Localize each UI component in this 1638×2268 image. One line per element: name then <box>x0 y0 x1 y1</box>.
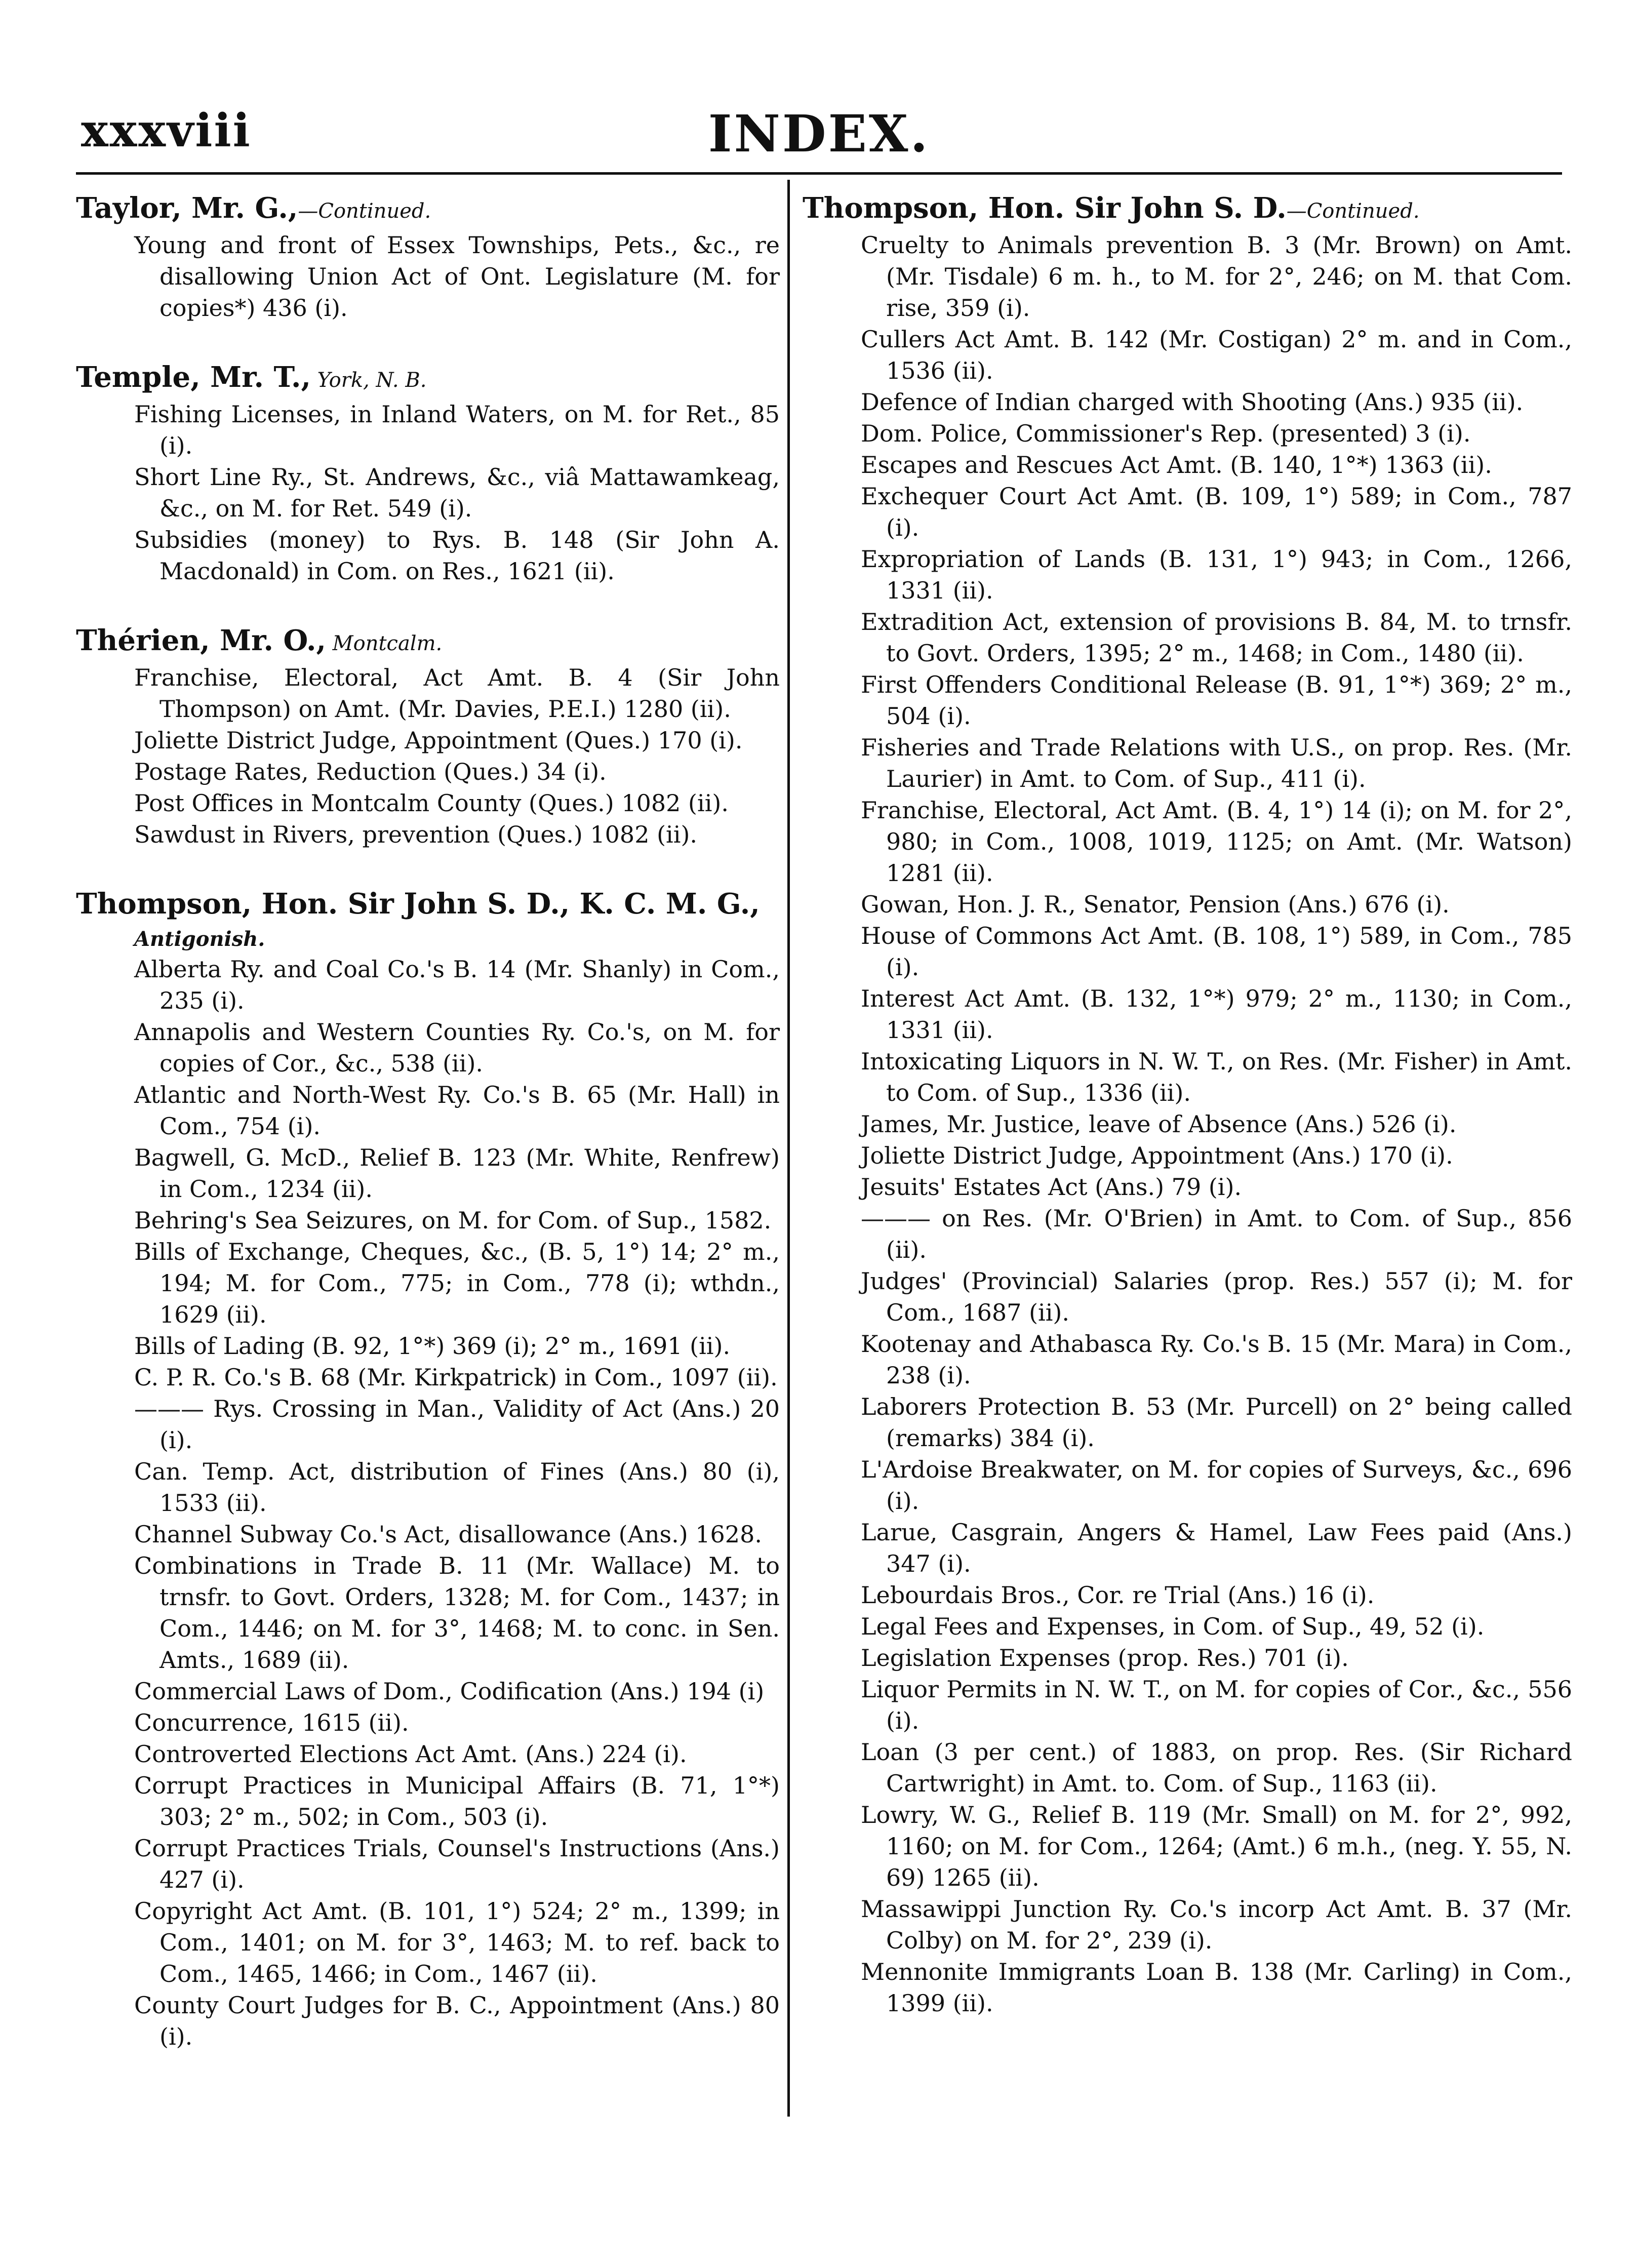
index-entry: Kootenay and Athabasca Ry. Co.'s B. 15 (Mr. Mara) in Com., 238 (i). <box>861 1330 1572 1389</box>
index-entry: First Offenders Conditional Release (B. 91, 1°*) 369; 2° m., 504 (i). <box>861 671 1572 730</box>
index-entry: Combinations in Trade B. 11 (Mr. Wallace) M. to trnsfr. to Govt. Orders, 1328; M. for Com., 1437; in Com., 1446; on M. for 3°, 1468; M. to conc. in Sen. Amts., 1689 (ii). <box>134 1552 780 1674</box>
index-entry: Loan (3 per cent.) of 1883, on prop. Res. (Sir Richard Cartwright) in Amt. to. Com. of Sup., 1163 (ii). <box>861 1738 1572 1797</box>
heading-name: Thompson, Hon. Sir John S. D. <box>803 191 1287 225</box>
index-entry: Defence of Indian charged with Shooting (Ans.) 935 (ii). <box>861 388 1524 416</box>
index-entry: Gowan, Hon. J. R., Senator, Pension (Ans.) 676 (i). <box>861 891 1450 918</box>
index-entry: Escapes and Rescues Act Amt. (B. 140, 1°*) 1363 (ii). <box>861 451 1492 479</box>
index-entry: Can. Temp. Act, distribution of Fines (Ans.) 80 (i), 1533 (ii). <box>134 1458 780 1517</box>
index-entry: Joliette District Judge, Appointment (Ans.) 170 (i). <box>861 1142 1453 1169</box>
index-entry: Lebourdais Bros., Cor. re Trial (Ans.) 16 (i). <box>861 1581 1375 1609</box>
index-entry: Dom. Police, Commissioner's Rep. (presented) 3 (i). <box>861 420 1471 447</box>
index-entry: Copyright Act Amt. (B. 101, 1°) 524; 2° m., 1399; in Com., 1401; on M. for 3°, 1463; M. to ref. back to Com., 1465, 1466; in Com., 1467 (ii). <box>134 1897 780 1987</box>
index-entry: Exchequer Court Act Amt. (B. 109, 1°) 589; in Com., 787 (i). <box>861 483 1572 541</box>
index-entry: Controverted Elections Act Amt. (Ans.) 224 (i). <box>134 1740 687 1768</box>
index-entry: Extradition Act, extension of provisions B. 84, M. to trnsfr. to Govt. Orders, 1395; 2° m., 1468; in Com., 1480 (ii). <box>861 608 1572 667</box>
heading-suffix: —Continued. <box>1286 200 1420 223</box>
index-entry: Channel Subway Co.'s Act, disallowance (Ans.) 1628. <box>134 1521 762 1548</box>
index-entry: Atlantic and North-West Ry. Co.'s B. 65 (Mr. Hall) in Com., 754 (i). <box>134 1081 780 1140</box>
index-entry: Bills of Exchange, Cheques, &c., (B. 5, 1°) 14; 2° m., 194; M. for Com., 775; in Com., 778 (i); wthdn., 1629 (ii). <box>134 1238 780 1328</box>
index-entry: Concurrence, 1615 (ii). <box>134 1709 409 1736</box>
page-number: xxxviii <box>81 104 252 157</box>
section-gap <box>76 587 780 622</box>
left-column <box>76 190 780 2052</box>
heading-name: Thompson, Hon. Sir John S. D., K. C. M. G., <box>76 887 760 921</box>
index-entry: Corrupt Practices in Municipal Affairs (B. 71, 1°*) 303; 2° m., 502; in Com., 503 (i). <box>134 1772 780 1831</box>
index-entry: Fisheries and Trade Relations with U.S., on prop. Res. (Mr. Laurier) in Amt. to Com. of Sup., 411 (i). <box>861 734 1572 792</box>
heading-suffix: York, N. B. <box>310 369 427 392</box>
index-entry: Legal Fees and Expenses, in Com. of Sup., 49, 52 (i). <box>861 1613 1485 1640</box>
column-divider <box>787 180 790 2117</box>
index-entry: Corrupt Practices Trials, Counsel's Instructions (Ans.) 427 (i). <box>134 1835 780 1893</box>
index-entry: Liquor Permits in N. W. T., on M. for copies of Cor., &c., 556 (i). <box>861 1676 1572 1734</box>
index-entry: Laborers Protection B. 53 (Mr. Purcell) on 2° being called (remarks) 384 (i). <box>861 1393 1572 1452</box>
index-entry: Sawdust in Rivers, prevention (Ques.) 1082 (ii). <box>134 821 698 848</box>
index-entry: Postage Rates, Reduction (Ques.) 34 (i). <box>134 758 607 785</box>
index-entry: Bills of Lading (B. 92, 1°*) 369 (i); 2° m., 1691 (ii). <box>134 1332 731 1360</box>
index-entry: Subsidies (money) to Rys. B. 148 (Sir John A. Macdonald) in Com. on Res., 1621 (ii). <box>134 526 780 585</box>
index-entry: James, Mr. Justice, leave of Absence (Ans.) 526 (i). <box>861 1110 1457 1138</box>
index-entry: Bagwell, G. McD., Relief B. 123 (Mr. White, Renfrew) in Com., 1234 (ii). <box>134 1144 780 1203</box>
index-entry: Mennonite Immigrants Loan B. 138 (Mr. Carling) in Com., 1399 (ii). <box>861 1958 1572 2017</box>
heading-name: Thérien, Mr. O., <box>76 624 326 657</box>
index-heading <box>76 359 780 399</box>
index-entry: Commercial Laws of Dom., Codification (Ans.) 194 (i) <box>134 1678 765 1705</box>
index-entry: Franchise, Electoral, Act Amt. (B. 4, 1°) 14 (i); on M. for 2°, 980; in Com., 1008, 1019, 1125; on Amt. (Mr. Watson) 1281 (ii). <box>861 797 1572 887</box>
constituency: Antigonish. <box>134 927 265 951</box>
index-entry: Annapolis and Western Counties Ry. Co.'s, on M. for copies of Cor., &c., 538 (ii). <box>134 1018 780 1077</box>
index-heading <box>76 886 780 925</box>
heading-suffix: —Continued. <box>298 200 431 223</box>
index-entry: Interest Act Amt. (B. 132, 1°*) 979; 2° m., 1130; in Com., 1331 (ii). <box>861 985 1572 1044</box>
index-entry: Intoxicating Liquors in N. W. T., on Res. (Mr. Fisher) in Amt. to Com. of Sup., 1336 (ii). <box>861 1048 1572 1106</box>
index-entry: Expropriation of Lands (B. 131, 1°) 943; in Com., 1266, 1331 (ii). <box>861 545 1572 604</box>
index-entry: Short Line Ry., St. Andrews, &c., viâ Mattawamkeag, &c., on M. for Ret. 549 (i). <box>134 463 780 522</box>
heading-suffix: Montcalm. <box>326 632 443 655</box>
index-entry: Jesuits' Estates Act (Ans.) 79 (i). <box>861 1173 1242 1201</box>
index-entry: L'Ardoise Breakwater, on M. for copies of Surveys, &c., 696 (i). <box>861 1456 1572 1515</box>
header-rule <box>76 172 1562 175</box>
section-gap <box>76 850 780 886</box>
index-entry: Fishing Licenses, in Inland Waters, on M. for Ret., 85 (i). <box>134 401 780 459</box>
index-entry: Cruelty to Animals prevention B. 3 (Mr. Brown) on Amt. (Mr. Tisdale) 6 m. h., to M. for 2°, 246; on M. that Com. rise, 359 (i). <box>861 231 1572 322</box>
section-gap <box>76 324 780 359</box>
index-entry: Alberta Ry. and Coal Co.'s B. 14 (Mr. Shanly) in Com., 235 (i). <box>134 956 780 1014</box>
heading-name: Temple, Mr. T., <box>76 361 311 394</box>
right-column <box>803 190 1572 2019</box>
index-entry: Legislation Expenses (prop. Res.) 701 (i). <box>861 1644 1349 1672</box>
index-entry: Post Offices in Montcalm County (Ques.) 1082 (ii). <box>134 789 729 817</box>
index-entry: ——— Rys. Crossing in Man., Validity of Act (Ans.) 20 (i). <box>134 1395 780 1454</box>
index-entry: Joliette District Judge, Appointment (Ques.) 170 (i). <box>134 727 743 754</box>
heading-name: Taylor, Mr. G., <box>76 191 298 225</box>
page-title: INDEX. <box>708 104 930 164</box>
index-entry: County Court Judges for B. C., Appointment (Ans.) 80 (i). <box>134 1992 780 2050</box>
index-entry: Young and front of Essex Townships, Pets., &c., re disallowing Union Act of Ont. Legislature (M. for copies*) 436 (i). <box>134 231 780 322</box>
index-entry: Judges' (Provincial) Salaries (prop. Res.) 557 (i); M. for Com., 1687 (ii). <box>861 1267 1572 1326</box>
index-entry: Cullers Act Amt. B. 142 (Mr. Costigan) 2° m. and in Com., 1536 (ii). <box>861 326 1572 384</box>
index-entry: Behring's Sea Seizures, on M. for Com. of Sup., 1582. <box>134 1207 772 1234</box>
index-heading <box>76 622 780 662</box>
index-entry: C. P. R. Co.'s B. 68 (Mr. Kirkpatrick) in Com., 1097 (ii). <box>134 1364 778 1391</box>
index-heading <box>803 190 1572 229</box>
index-entry: Lowry, W. G., Relief B. 119 (Mr. Small) on M. for 2°, 992, 1160; on M. for Com., 1264; (Amt.) 6 m.h., (neg. Y. 55, N. 69) 1265 (ii). <box>861 1801 1572 1891</box>
index-entry: Franchise, Electoral, Act Amt. B. 4 (Sir John Thompson) on Amt. (Mr. Davies, P.E.I.) 1280 (ii). <box>134 664 780 723</box>
index-heading <box>76 190 780 229</box>
index-entry: Massawippi Junction Ry. Co.'s incorp Act Amt. B. 37 (Mr. Colby) on M. for 2°, 239 (i). <box>861 1895 1572 1954</box>
index-entry: House of Commons Act Amt. (B. 108, 1°) 589, in Com., 785 (i). <box>861 922 1572 981</box>
index-entry: Larue, Casgrain, Angers & Hamel, Law Fees paid (Ans.) 347 (i). <box>861 1519 1572 1577</box>
index-entry: ——— on Res. (Mr. O'Brien) in Amt. to Com. of Sup., 856 (ii). <box>861 1205 1572 1263</box>
